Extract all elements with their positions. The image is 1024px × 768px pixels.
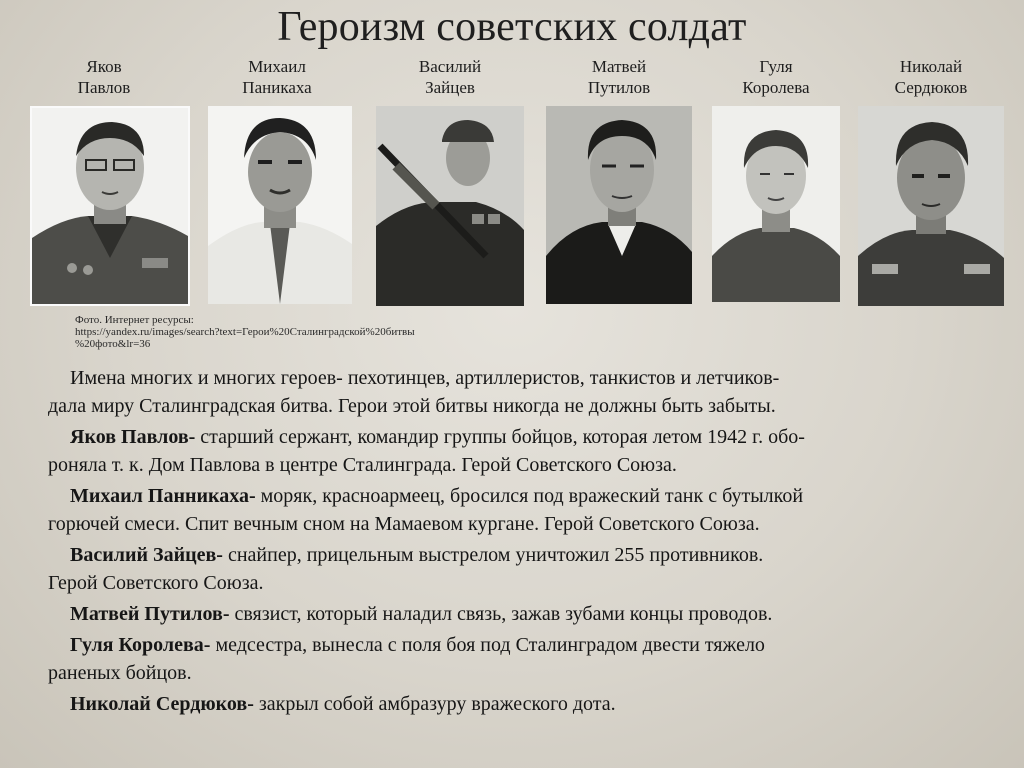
hero-name: [24, 56, 184, 98]
hero-first-name: Матвей: [591, 57, 647, 76]
hero-first-name: Михаил: [248, 57, 306, 76]
entry-line: [48, 482, 998, 510]
entry-line: роняла т. к. Дом Павлова в центре Сталинграда. Герой Советского Союза.: [48, 454, 677, 476]
entry-hero-name: Василий Зайцев-: [70, 544, 223, 566]
hero-last-name: Павлов: [77, 78, 131, 97]
hero-name: [856, 56, 1006, 98]
hero-photo-2: [208, 106, 352, 304]
entry-hero-name: Николай Сердюков-: [70, 693, 254, 715]
caption-line: %20фото&lr=36: [75, 338, 151, 350]
entry-line: [48, 423, 998, 451]
hero-first-name: Василий: [418, 57, 482, 76]
hero-entry: [48, 600, 998, 628]
entry-line: раненых бойцов.: [48, 662, 192, 684]
entry-text: снайпер, прицельным выстрелом уничтожил 255 противников.: [222, 544, 764, 566]
hero-entry: [48, 541, 998, 597]
hero-photo-3: [376, 106, 524, 306]
hero-last-name: Сердюков: [894, 78, 968, 97]
hero-name: [546, 56, 692, 98]
hero-first-name: Николай: [899, 57, 963, 76]
entry-hero-name: Яков Павлов-: [70, 426, 196, 448]
hero-entry: [48, 423, 998, 479]
entry-text: связист, который наладил связь, зажав зубами концы проводов.: [229, 603, 773, 625]
hero-entry: [48, 690, 998, 718]
entry-line: [48, 631, 998, 659]
entry-line: горючей смеси. Спит вечным сном на Мамаевом кургане. Герой Советского Союза.: [48, 513, 760, 535]
entry-line: [48, 541, 998, 569]
hero-entry: [48, 631, 998, 687]
hero-name: [376, 56, 524, 98]
hero-photo-6: [858, 106, 1004, 306]
intro-line: Имена многих и многих героев- пехотинцев, артиллеристов, танкистов и летчиков-: [70, 367, 780, 389]
slide-title: Героизм советских солдат: [277, 4, 747, 50]
entry-text: закрыл собой амбразуру вражеского дота.: [253, 693, 616, 715]
hero-last-name: Королева: [742, 78, 810, 97]
hero-last-name: Путилов: [587, 78, 651, 97]
entry-hero-name: Матвей Путилов-: [70, 603, 230, 625]
hero-entry: [48, 482, 998, 538]
entry-line: [48, 690, 998, 718]
hero-photo-1: [30, 106, 190, 306]
hero-photo-4: [546, 106, 692, 304]
heroes-row: [0, 0, 1024, 310]
entry-text: медсестра, вынесла с поля боя под Сталинградом двести тяжело: [210, 634, 765, 656]
caption-line: Фото. Интернет ресурсы:: [75, 314, 194, 326]
hero-name: [202, 56, 352, 98]
intro-line: дала миру Сталинградская битва. Герои этой битвы никогда не должны быть забыты.: [48, 395, 776, 417]
body-text: [48, 364, 998, 721]
photo-source-caption: [75, 314, 415, 350]
caption-line: https://yandex.ru/images/search?text=Герои%20Сталинградской%20битвы: [75, 326, 415, 338]
hero-first-name: Гуля: [759, 57, 793, 76]
entry-line: [48, 600, 998, 628]
entry-text: старший сержант, командир группы бойцов, которая летом 1942 г. обо-: [195, 426, 805, 448]
entry-hero-name: Михаил Панникаха-: [70, 485, 256, 507]
intro-paragraph: [48, 364, 998, 420]
entry-line: Герой Советского Союза.: [48, 572, 264, 594]
hero-last-name: Паникаха: [242, 78, 312, 97]
entry-hero-name: Гуля Королева-: [70, 634, 211, 656]
hero-photo-5: [712, 106, 840, 302]
hero-last-name: Зайцев: [425, 78, 475, 97]
entry-text: моряк, красноармеец, бросился под вражеский танк с бутылкой: [255, 485, 804, 507]
hero-first-name: Яков: [86, 57, 122, 76]
hero-name: [712, 56, 840, 98]
